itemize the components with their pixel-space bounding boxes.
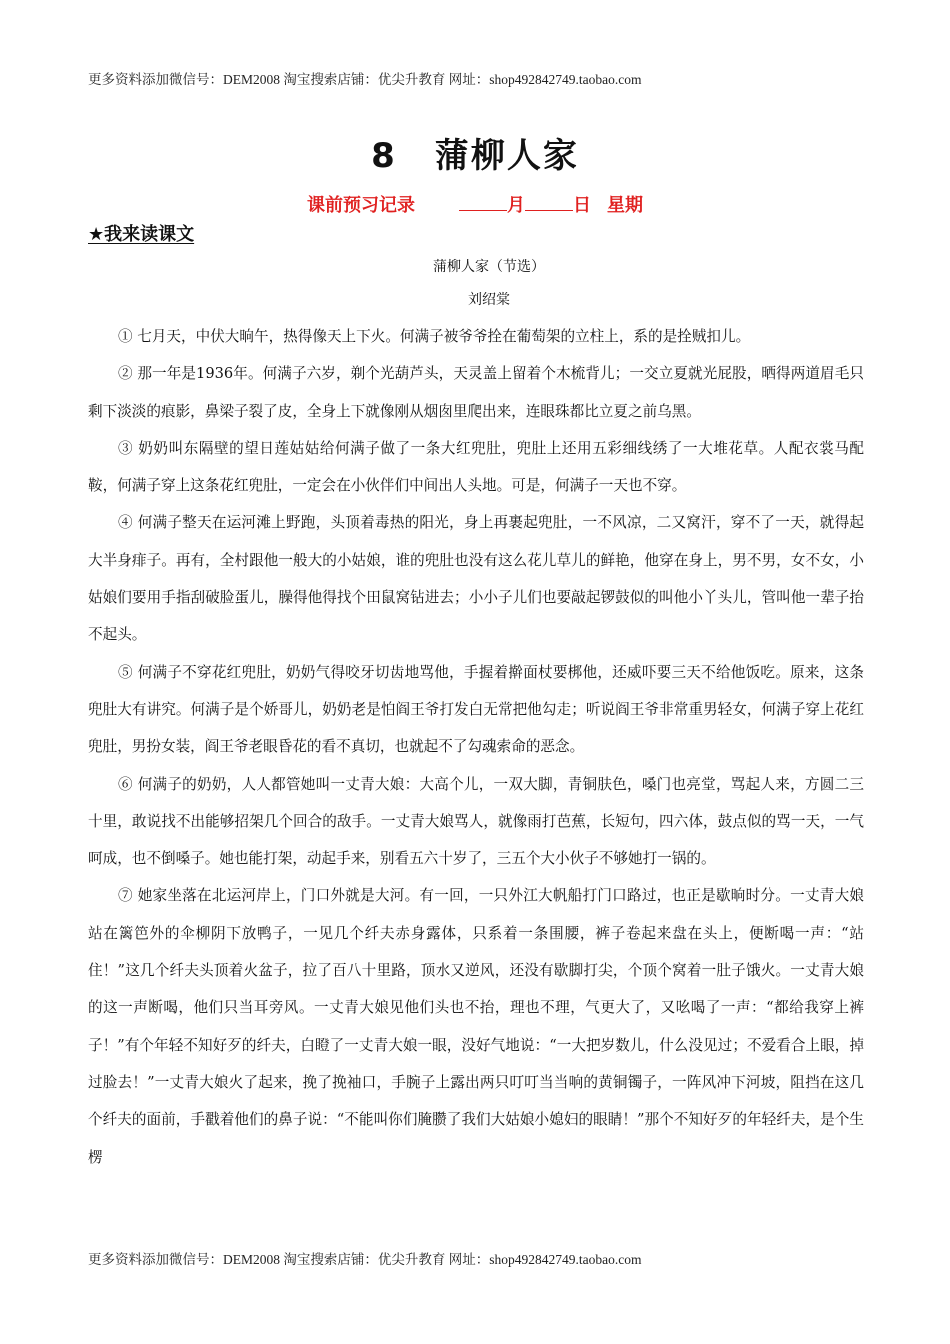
text-author: 刘绍棠 <box>468 292 510 308</box>
lesson-name: 蒲柳人家 <box>434 136 579 176</box>
paragraph-1: ① 七月天，中伏大晌午，热得像天上下火。何满子被爷爷拴在葡萄架的立柱上，系的是拴贼扣儿。 <box>118 328 751 345</box>
month-blank[interactable] <box>459 196 507 211</box>
lesson-number: 8 <box>371 136 397 176</box>
section-heading: ★我来读课文 <box>88 224 195 245</box>
paragraph-4: ④ 何满子整天在运河滩上野跑，头顶着毒热的阳光，身上再裹起兜肚，一不风凉，二又窝汗，穿不了一天，就得起大半身痱子。再有，全村跟他一般大的小姑娘，谁的兜肚也没有这么花儿草儿的鲜艳，他穿在身上，男不男，女不女，小姑娘们要用手指刮破脸蛋儿，臊得他得找个田鼠窝钻进去；小小子儿们也要敲起锣鼓似的叫他小丫头儿，管叫他一辈子抬不起头。 <box>88 514 864 644</box>
record-label: 课前预习记录 <box>307 195 415 216</box>
paragraph-3: ③ 奶奶叫东隔壁的望日莲姑姑给何满子做了一条大红兜肚，兜肚上还用五彩细线绣了一大堆花草。人配衣裳马配鞍，何满子穿上这条花红兜肚，一定会在小伙伴们中间出人头地。可是，何满子一天也不穿。 <box>88 439 864 495</box>
lesson-title <box>0 128 950 177</box>
paragraph-7: ⑦ 她家坐落在北运河岸上，门口外就是大河。有一回，一只外江大帆船打门口路过，也正是歇晌时分。一丈青大娘站在篱笆外的伞柳阴下放鸭子，一见几个纤夫赤身露体，只系着一条围腰，裤子卷起来盘在头上，便断喝一声：“站住！”这几个纤夫头顶着火盆子，拉了百八十里路，顶水又逆风，还没有歇脚打尖，个顶个窝着一肚子饿火。一丈青大娘的这一声断喝，他们只当耳旁风。一丈青大娘见他们头也不抬，理也不理，气更大了，又吆喝了一声：“都给我穿上裤子！”有个年轻不知好歹的纤夫，白瞪了一丈青大娘一眼，没好气地说：“一大把岁数儿，什么没见过；不爱看合上眼，掉过脸去！”一丈青大娘火了起来，挽了挽袖口，手腕子上露出两只叮叮当当响的黄铜镯子，一阵风冲下河坡，阻挡在这几个纤夫的面前，手戳着他们的鼻子说：“不能叫你们腌臜了我们大姑娘小媳妇的眼睛！”那个不知好歹的年轻纤夫，是个生楞 <box>88 887 864 1166</box>
footer-note: 更多资料添加微信号：DEM2008 淘宝搜索店铺：优尖升教育 网址：shop492842749.taobao.com <box>88 1252 642 1267</box>
record-day: 日 <box>573 195 591 216</box>
record-month: 月 <box>507 195 525 216</box>
paragraph-6: ⑥ 何满子的奶奶，人人都管她叫一丈青大娘：大高个儿，一双大脚，青铜肤色，嗓门也亮堂，骂起人来，方圆二三十里，敢说找不出能够招架几个回合的敌手。一丈青大娘骂人，就像雨打芭蕉，长短句，四六体，鼓点似的骂一天，一气呵成，也不倒嗓子。她也能打架，动起手来，别看五六十岁了，三五个大小伙子不够她打一锅的。 <box>88 775 864 868</box>
text-title: 蒲柳人家（节选） <box>433 259 545 275</box>
day-blank[interactable] <box>525 196 573 211</box>
header-note: 更多资料添加微信号：DEM2008 淘宝搜索店铺：优尖升教育 网址：shop492842749.taobao.com <box>88 72 642 87</box>
article-body <box>88 318 864 1176</box>
paragraph-2: ② 那一年是1936年。何满子六岁，剃个光葫芦头，天灵盖上留着个木梳背儿；一交立夏就光屁股，晒得两道眉毛只剩下淡淡的痕影，鼻梁子裂了皮，全身上下就像刚从烟囱里爬出来，连眼珠都比立夏之前乌黑。 <box>88 365 864 420</box>
record-weekday: 星期 <box>607 195 643 216</box>
preview-record <box>0 191 950 217</box>
paragraph-5: ⑤ 何满子不穿花红兜肚，奶奶气得咬牙切齿地骂他，手握着擀面杖要梆他，还威吓要三天不给他饭吃。原来，这条兜肚大有讲究。何满子是个娇哥儿，奶奶老是怕阎王爷打发白无常把他勾走；听说阎王爷非常重男轻女，何满子穿上花红兜肚，男扮女装，阎王爷老眼昏花的看不真切，也就起不了勾魂索命的恶念。 <box>88 663 864 756</box>
